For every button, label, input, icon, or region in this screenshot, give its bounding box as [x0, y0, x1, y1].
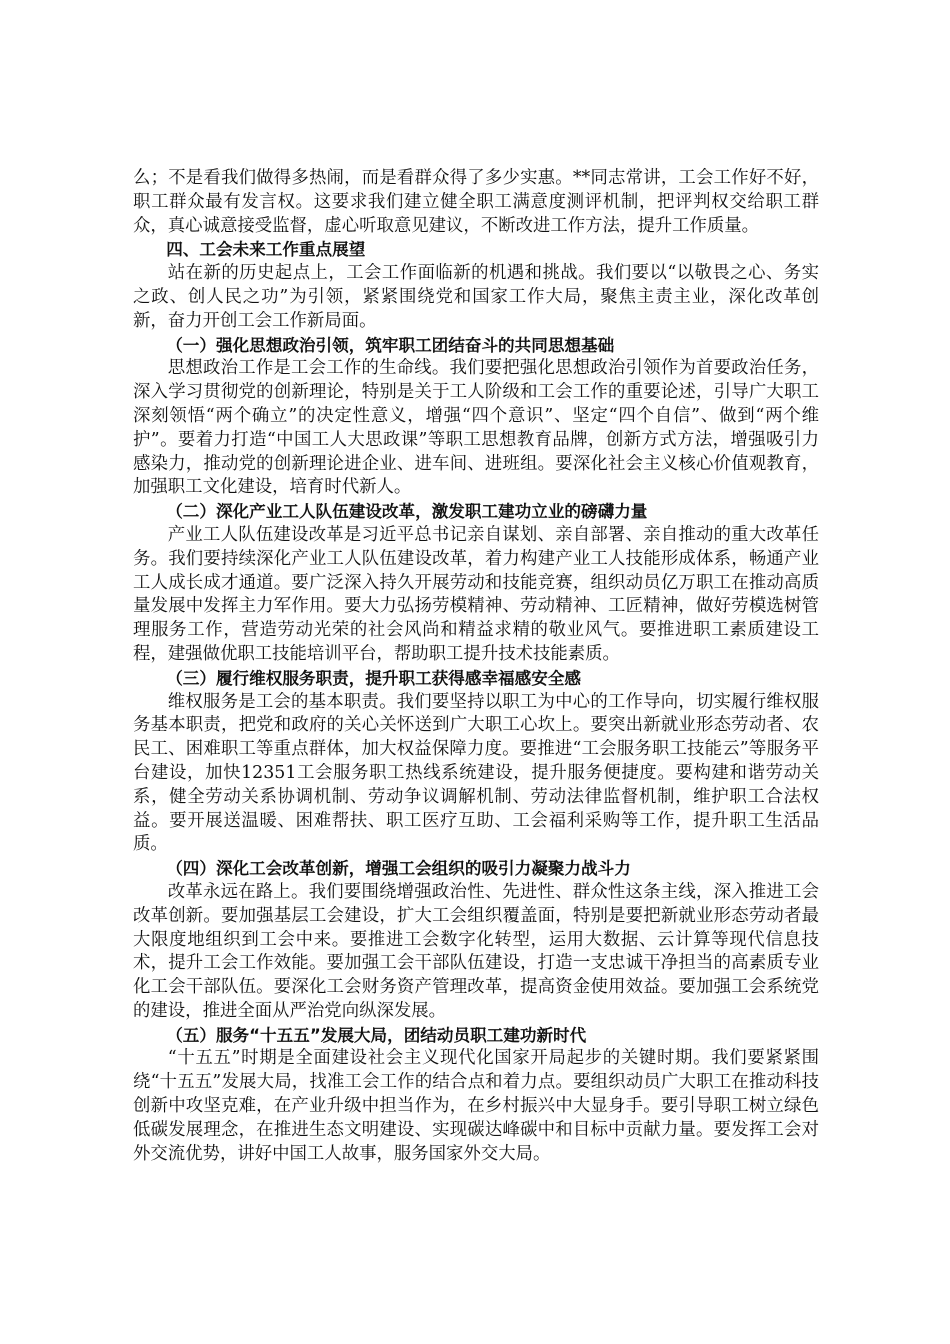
subsection-1-heading: （一）强化思想政治引领，筑牢职工团结奋斗的共同思想基础	[166, 335, 615, 355]
subsection-3-paragraph: 维权服务是工会的基本职责。我们要坚持以职工为中心的工作导向，切实履行维权服务基本职责，把党和政府的关心关怀送到广大职工心坎上。要突出新就业形态劳动者、农民工、困难职工等重点群体，加大权益保障力度。要推进“工会服务职工技能云”等服务平台建设，加快12351工会服务职工热线系统建设，提升服务便捷度。要构建和谐劳动关系，健全劳动关系协调机制、劳动争议调解机制、劳动法律监督机制，维护职工合法权益。要开展送温暖、困难帮扶、职工医疗互助、工会福利采购等工作，提升职工生活品质。	[133, 691, 819, 855]
subsection-5-heading: （五）服务“十五五”发展大局，团结动员职工建功新时代	[166, 1025, 587, 1045]
subsection-4-paragraph: 改革永远在路上。我们要围绕增强政治性、先进性、群众性这条主线，深入推进工会改革创新。要加强基层工会建设，扩大工会组织覆盖面，特别是要把新就业形态劳动者最大限度地组织到工会中来。要推进工会数字化转型，运用大数据、云计算等现代信息技术，提升工会工作效能。要加强工会干部队伍建设，打造一支忠诚干净担当的高素质专业化工会干部队伍。要深化工会财务资产管理改革，提高资金使用效益。要加强工会系统党的建设，推进全面从严治党向纵深发展。	[133, 881, 819, 1021]
intro-continuation-paragraph: 么；不是看我们做得多热闹，而是看群众得了多少实惠。**同志常讲，工会工作好不好，职工群众最有发言权。这要求我们建立健全职工满意度测评机制，把评判权交给职工群众，真心诚意接受监督，虚心听取意见建议，不断改进工作方法，提升工作质量。	[133, 168, 819, 236]
document-page	[133, 167, 819, 1166]
subsection-4-heading: （四）深化工会改革创新，增强工会组织的吸引力凝聚力战斗力	[166, 859, 631, 879]
subsection-1-paragraph: 思想政治工作是工会工作的生命线。我们要把强化思想政治引领作为首要政治任务，深入学习贯彻党的创新理论，特别是关于工人阶级和工会工作的重要论述，引导广大职工深刻领悟“两个确立”的决定性意义，增强“四个意识”、坚定“四个自信”、做到“两个维护”。要着力打造“中国工人大思政课”等职工思想教育品牌，创新方式方法，增强吸引力感染力，推动党的创新理论进企业、进车间、进班组。要深化社会主义核心价值观教育，加强职工文化建设，培育时代新人。	[133, 358, 819, 498]
subsection-3-heading: （三）履行维权服务职责，提升职工获得感幸福感安全感	[166, 668, 582, 688]
subsection-2-paragraph: 产业工人队伍建设改革是习近平总书记亲自谋划、亲自部署、亲自推动的重大改革任务。我们要持续深化产业工人队伍建设改革，着力构建产业工人技能形成体系，畅通产业工人成长成才通道。要广泛深入持久开展劳动和技能竞赛，组织动员亿万职工在推动高质量发展中发挥主力军作用。要大力弘扬劳模精神、劳动精神、工匠精神，做好劳模选树管理服务工作，营造劳动光荣的社会风尚和精益求精的敬业风气。要推进职工素质建设工程，建强做优职工技能培训平台，帮助职工提升技术技能素质。	[133, 524, 819, 664]
subsection-2-heading: （二）深化产业工人队伍建设改革，激发职工建功立业的磅礴力量	[166, 502, 648, 522]
subsection-5-paragraph: “十五五”时期是全面建设社会主义现代化国家开局起步的关键时期。我们要紧紧围绕“十五五”发展大局，找准工会工作的结合点和着力点。要组织动员广大职工在推动科技创新中攻坚克难，在产业升级中担当作为，在乡村振兴中大显身手。要引导职工树立绿色低碳发展理念，在推进生态文明建设、实现碳达峰碳中和目标中贡献力量。要发挥工会对外交流优势，讲好中国工人故事，服务国家外交大局。	[133, 1048, 819, 1164]
section-4-intro-paragraph: 站在新的历史起点上，工会工作面临新的机遇和挑战。我们要以“以敬畏之心、务实之政、创人民之功”为引领，紧紧围绕党和国家工作大局，聚焦主责主业，深化改革创新，奋力开创工会工作新局面。	[133, 263, 819, 331]
section-4-heading: 四、工会未来工作重点展望	[166, 240, 366, 260]
